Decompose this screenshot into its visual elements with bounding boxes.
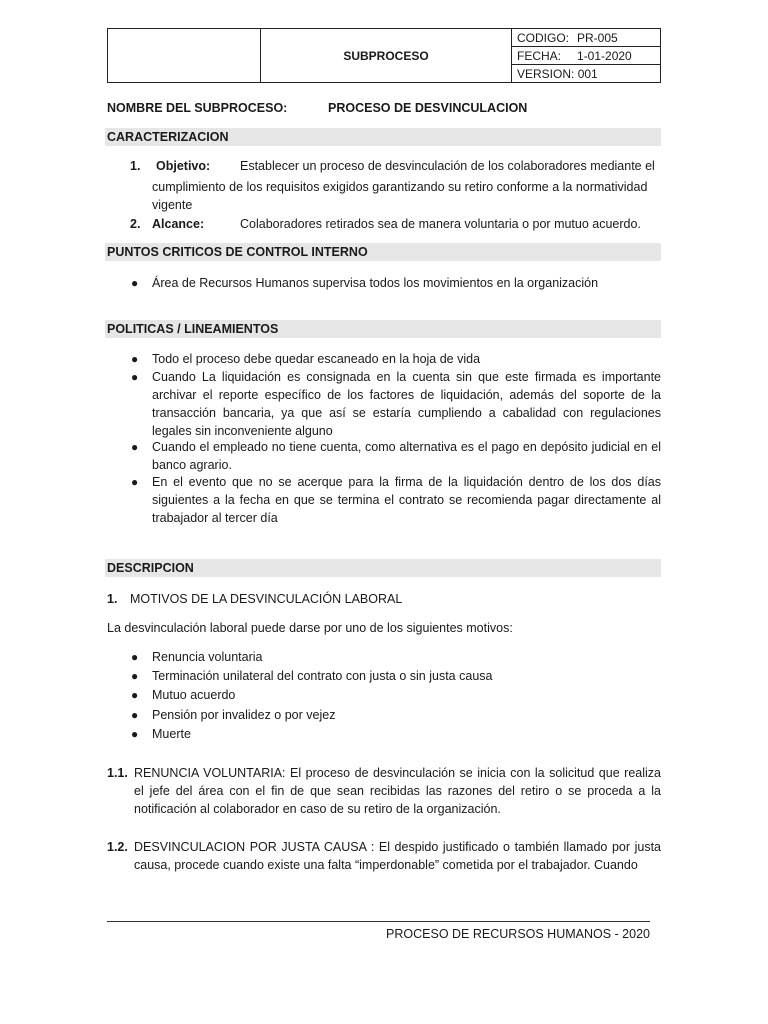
objective-label: Objetivo: <box>156 159 211 173</box>
codigo-value: PR-005 <box>577 30 618 45</box>
motivo-item: Pensión por invalidez o por vejez <box>152 708 336 722</box>
subsection-1-1-number: 1.1. <box>107 766 128 780</box>
motivo-item: Muerte <box>152 727 191 741</box>
codigo-label: CODIGO: <box>517 30 570 45</box>
fecha-value: 1-01-2020 <box>577 48 632 63</box>
fecha-cell <box>512 47 661 65</box>
subsection-1-1-text: RENUNCIA VOLUNTARIA: El proceso de desvinculación se inicia con la solicitud que realiza el jefe del área con el fin de que sean recibidas las razones del retiro o se proceda a la notificación al colaborador en caso de su retiro de la organización. <box>134 766 661 816</box>
section1-number: 1. <box>107 592 118 606</box>
motivo-item: Renuncia voluntaria <box>152 650 263 664</box>
document-title: SUBPROCESO <box>261 29 512 83</box>
codigo-cell <box>512 29 661 47</box>
bullet-icon: ● <box>131 650 139 664</box>
bullet-icon: ● <box>131 688 139 702</box>
footer-divider <box>107 921 650 922</box>
objective-text-line3: vigente <box>152 198 193 212</box>
scope-text: Colaboradores retirados sea de manera voluntaria o por mutuo acuerdo. <box>240 217 641 231</box>
bullet-icon: ● <box>131 708 139 722</box>
subsection-1-2-text: DESVINCULACION POR JUSTA CAUSA : El despido justificado o también llamado por justa causa, procede cuando existe una falta “imperdonable” cometida por el trabajador. Cuando <box>134 840 661 872</box>
footer-text: PROCESO DE RECURSOS HUMANOS - 2020 <box>386 927 650 941</box>
bullet-icon: ● <box>131 352 139 366</box>
document-header-table <box>107 28 661 83</box>
logo-cell <box>108 29 261 83</box>
scope-label: Alcance: <box>152 217 205 231</box>
bullet-icon: ● <box>131 727 139 741</box>
bullet-icon: ● <box>131 440 139 454</box>
motivos-intro: La desvinculación laboral puede darse por uno de los siguientes motivos: <box>107 621 513 635</box>
policy-item: Cuando La liquidación es consignada en la cuenta sin que este firmada es importante archivar el reporte específico de los factores de liquidación, además del soporte de la transacción bancaria, ya que así se estaría cumpliendo a cabalidad con regulaciones legales sin inconveniente alguno <box>152 370 661 438</box>
control-point-item: Área de Recursos Humanos supervisa todos los movimientos en la organización <box>152 276 599 290</box>
version-cell <box>512 65 661 83</box>
bullet-icon: ● <box>131 669 139 683</box>
version-label: VERSION: <box>517 66 575 81</box>
subprocess-name-value: PROCESO DE DESVINCULACION <box>328 101 528 115</box>
subprocess-name-label: NOMBRE DEL SUBPROCESO: <box>107 101 288 115</box>
section-heading-descripcion: DESCRIPCION <box>105 559 661 577</box>
section-heading-puntos-criticos: PUNTOS CRITICOS DE CONTROL INTERNO <box>105 243 661 261</box>
fecha-label: FECHA: <box>517 48 562 63</box>
objective-number: 1. <box>130 159 141 173</box>
motivo-item: Mutuo acuerdo <box>152 688 236 702</box>
section-heading-politicas: POLITICAS / LINEAMIENTOS <box>105 320 661 338</box>
section-heading-caracterizacion: CARACTERIZACION <box>105 128 661 146</box>
scope-number: 2. <box>130 217 141 231</box>
policy-item: Todo el proceso debe quedar escaneado en la hoja de vida <box>152 352 481 366</box>
section1-title: MOTIVOS DE LA DESVINCULACIÓN LABORAL <box>130 592 403 606</box>
bullet-icon: ● <box>131 370 139 384</box>
objective-text-line2: cumplimiento de los requisitos exigidos garantizando su retiro conforme a la normatividad <box>152 180 648 194</box>
policy-item: En el evento que no se acerque para la firma de la liquidación dentro de los dos días siguientes a la fecha en que se termina el contrato se recomienda pagar directamente al trabajador al tercer día <box>152 475 661 525</box>
policy-item: Cuando el empleado no tiene cuenta, como alternativa es el pago en depósito judicial en el banco agrario. <box>152 440 661 472</box>
bullet-icon: ● <box>131 475 139 489</box>
objective-text: Establecer un proceso de desvinculación de los colaboradores mediante el <box>240 159 655 173</box>
bullet-icon: ● <box>131 276 139 290</box>
motivo-item: Terminación unilateral del contrato con justa o sin justa causa <box>152 669 493 683</box>
version-value: 001 <box>577 66 598 81</box>
subsection-1-2-number: 1.2. <box>107 840 128 854</box>
